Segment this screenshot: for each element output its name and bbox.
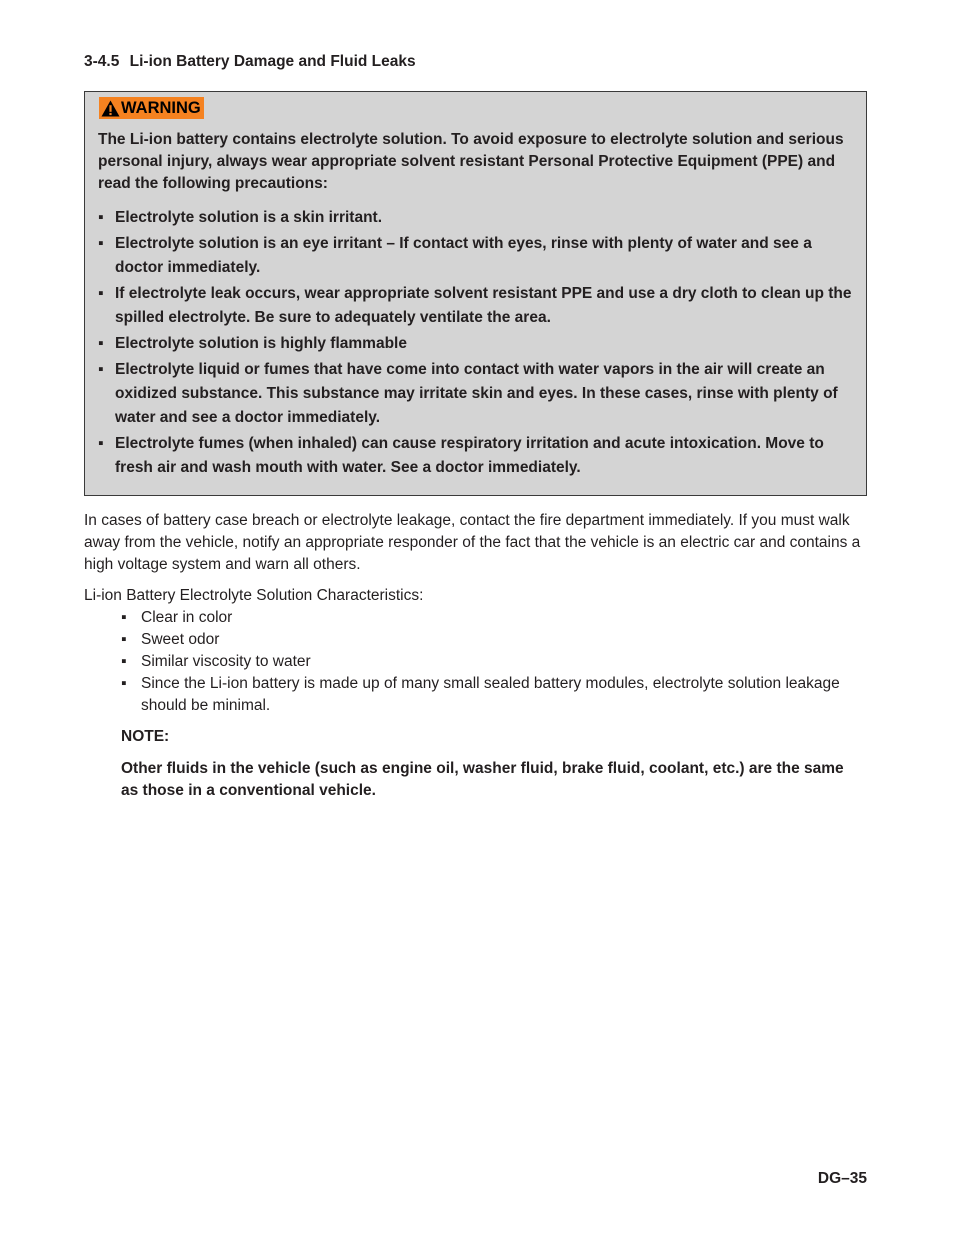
body-paragraph: In cases of battery case breach or electrolyte leakage, contact the fire department immediately. If you must walk away from the vehicle, notify an appropriate responder of the fact that the vehicle is an electric car and contains a high voltage system and warn all others. xyxy=(84,512,861,573)
bullet-icon: ▪ xyxy=(98,209,104,226)
list-item-text: Similar viscosity to water xyxy=(141,653,311,670)
section-number: 3-4.5 xyxy=(84,53,120,70)
bullet-icon: ▪ xyxy=(121,675,127,692)
warning-intro: The Li-ion battery contains electrolyte solution. To avoid exposure to electrolyte solution and serious personal injury, always wear appropriate solvent resistant Personal Protective Equipment (PPE) and read the following precautions: xyxy=(98,131,844,192)
warning-label: WARNING xyxy=(121,99,201,117)
section-heading xyxy=(84,53,416,71)
section-title: Li-ion Battery Damage and Fluid Leaks xyxy=(129,53,416,70)
warning-item xyxy=(98,358,858,430)
characteristics-intro: Li-ion Battery Electrolyte Solution Characteristics: xyxy=(84,587,424,604)
list-item xyxy=(121,673,841,717)
bullet-icon: ▪ xyxy=(98,435,104,452)
note-label: NOTE: xyxy=(121,728,170,745)
note-text: Other fluids in the vehicle (such as engine oil, washer fluid, brake fluid, coolant, etc.) are the same as those in a conventional vehicle. xyxy=(121,760,844,799)
warning-box xyxy=(84,91,867,496)
page-number: DG–35 xyxy=(817,1170,867,1187)
warning-item-text: If electrolyte leak occurs, wear appropriate solvent resistant PPE and use a dry cloth to clean up the spilled electrolyte. Be sure to adequately ventilate the area. xyxy=(115,285,852,326)
warning-item-text: Electrolyte fumes (when inhaled) can cause respiratory irritation and acute intoxication. Move to fresh air and wash mouth with water. See a doctor immediately. xyxy=(115,435,824,476)
bullet-icon: ▪ xyxy=(98,335,104,352)
warning-item xyxy=(98,432,858,480)
warning-triangle-icon xyxy=(101,100,120,117)
warning-label-badge xyxy=(99,97,204,119)
list-item-text: Clear in color xyxy=(141,609,233,626)
warning-item xyxy=(98,332,858,356)
warning-item xyxy=(98,282,858,330)
warning-item xyxy=(98,206,858,230)
warning-item xyxy=(98,232,858,280)
list-item xyxy=(121,607,841,629)
list-item xyxy=(121,629,841,651)
warning-item-text: Electrolyte liquid or fumes that have come into contact with water vapors in the air will create an oxidized substance. This substance may irritate skin and eyes. In these cases, rinse with plenty of water and see a doctor immediately. xyxy=(115,361,838,426)
warning-item-text: Electrolyte solution is a skin irritant. xyxy=(115,209,383,226)
bullet-icon: ▪ xyxy=(121,609,127,626)
warning-item-text: Electrolyte solution is highly flammable xyxy=(115,335,407,352)
list-item-text: Sweet odor xyxy=(141,631,220,648)
characteristics-list xyxy=(121,607,841,717)
bullet-icon: ▪ xyxy=(121,631,127,648)
bullet-icon: ▪ xyxy=(121,653,127,670)
bullet-icon: ▪ xyxy=(98,361,104,378)
bullet-icon: ▪ xyxy=(98,285,104,302)
bullet-icon: ▪ xyxy=(98,235,104,252)
list-item-text: Since the Li-ion battery is made up of many small sealed battery modules, electrolyte solution leakage should be minimal. xyxy=(141,675,840,714)
warning-item-text: Electrolyte solution is an eye irritant – If contact with eyes, rinse with plenty of water and see a doctor immediately. xyxy=(115,235,812,276)
warning-list xyxy=(98,206,858,482)
list-item xyxy=(121,651,841,673)
